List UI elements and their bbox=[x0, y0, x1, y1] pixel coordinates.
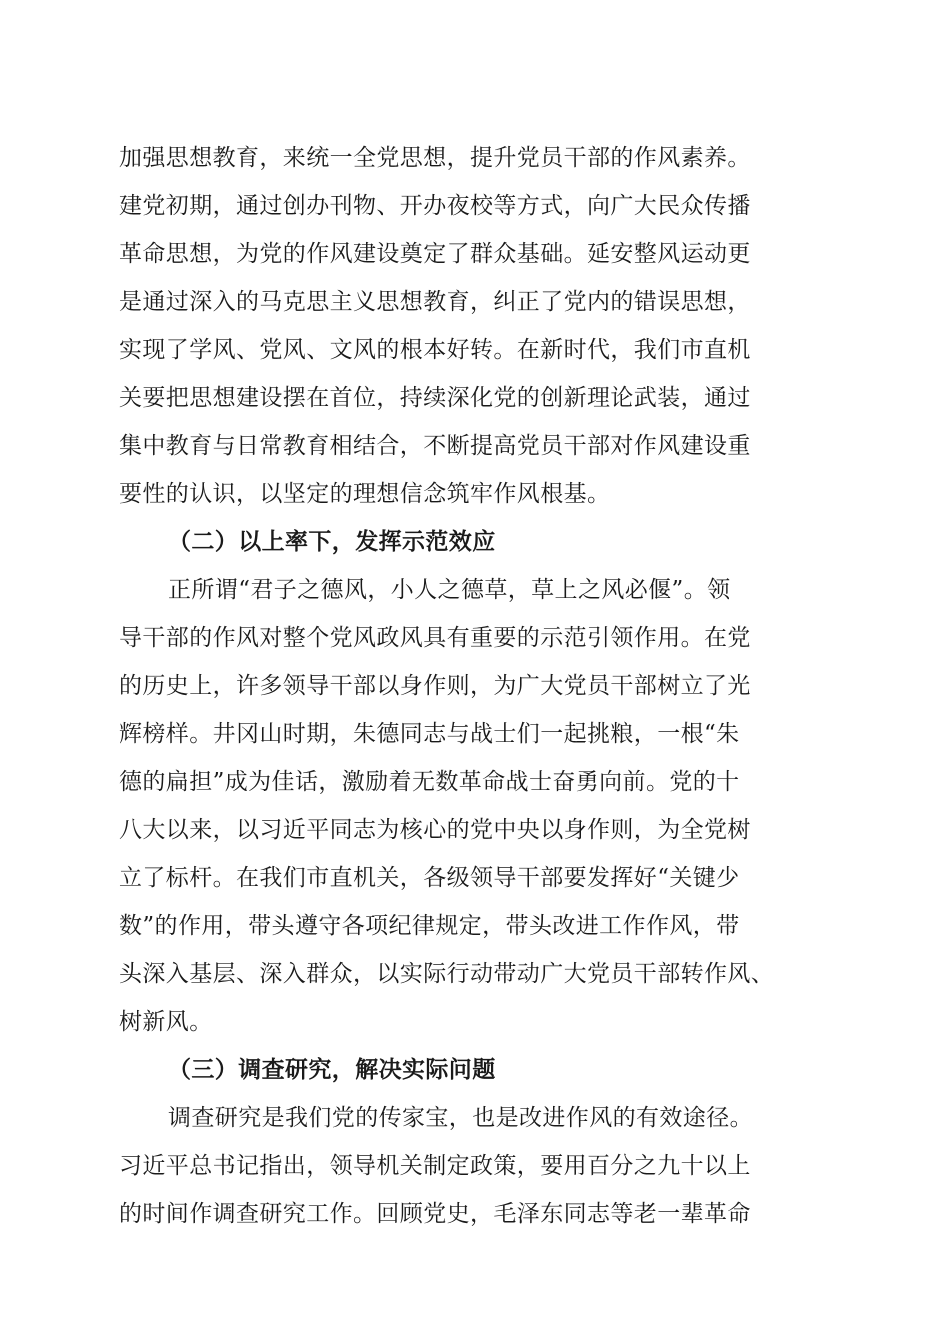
body-line: 关要把思想建设摆在首位，持续深化党的创新理论武装，通过 bbox=[119, 385, 751, 411]
body-line: 立了标杆。在我们市直机关，各级领导干部要发挥好“关键少 bbox=[119, 865, 740, 891]
section-heading-2: （二）以上率下，发挥示范效应 bbox=[168, 528, 496, 555]
body-line: 头深入基层、深入群众，以实际行动带动广大党员干部转作风、 bbox=[119, 961, 775, 987]
body-line: 数”的作用，带头遵守各项纪律规定，带头改进工作作风，带 bbox=[119, 913, 740, 939]
paragraph-first-line: 调查研究是我们党的传家宝，也是改进作风的有效途径。 bbox=[168, 1105, 753, 1131]
body-line: 的时间作调查研究工作。回顾党史，毛泽东同志等老一辈革命 bbox=[119, 1201, 751, 1227]
body-line: 建党初期，通过创办刊物、开办夜校等方式，向广大民众传播 bbox=[119, 193, 751, 219]
body-line: 加强思想教育，来统一全党思想，提升党员干部的作风素养。 bbox=[119, 145, 751, 171]
section-heading-3: （三）调查研究，解决实际问题 bbox=[168, 1056, 496, 1083]
body-line: 习近平总书记指出，领导机关制定政策，要用百分之九十以上 bbox=[119, 1153, 751, 1179]
body-line: 树新风。 bbox=[119, 1009, 213, 1035]
paragraph-first-line: 正所谓“君子之德风，小人之德草，草上之风必偃”。领 bbox=[168, 577, 731, 603]
body-line: 德的扁担”成为佳话，激励着无数革命战士奋勇向前。党的十 bbox=[119, 769, 740, 795]
body-line: 集中教育与日常教育相结合，不断提高党员干部对作风建设重 bbox=[119, 433, 751, 459]
body-line: 革命思想，为党的作风建设奠定了群众基础。延安整风运动更 bbox=[119, 241, 751, 267]
body-line: 辉榜样。井冈山时期，朱德同志与战士们一起挑粮，一根“朱 bbox=[119, 721, 740, 747]
body-line: 导干部的作风对整个党风政风具有重要的示范引领作用。在党 bbox=[119, 625, 751, 651]
body-line: 的历史上，许多领导干部以身作则，为广大党员干部树立了光 bbox=[119, 673, 751, 699]
body-line: 实现了学风、党风、文风的根本好转。在新时代，我们市直机 bbox=[119, 337, 751, 363]
body-line: 要性的认识，以坚定的理想信念筑牢作风根基。 bbox=[119, 481, 611, 507]
body-line: 是通过深入的马克思主义思想教育，纠正了党内的错误思想， bbox=[119, 289, 751, 315]
body-line: 八大以来，以习近平同志为核心的党中央以身作则，为全党树 bbox=[119, 817, 751, 843]
